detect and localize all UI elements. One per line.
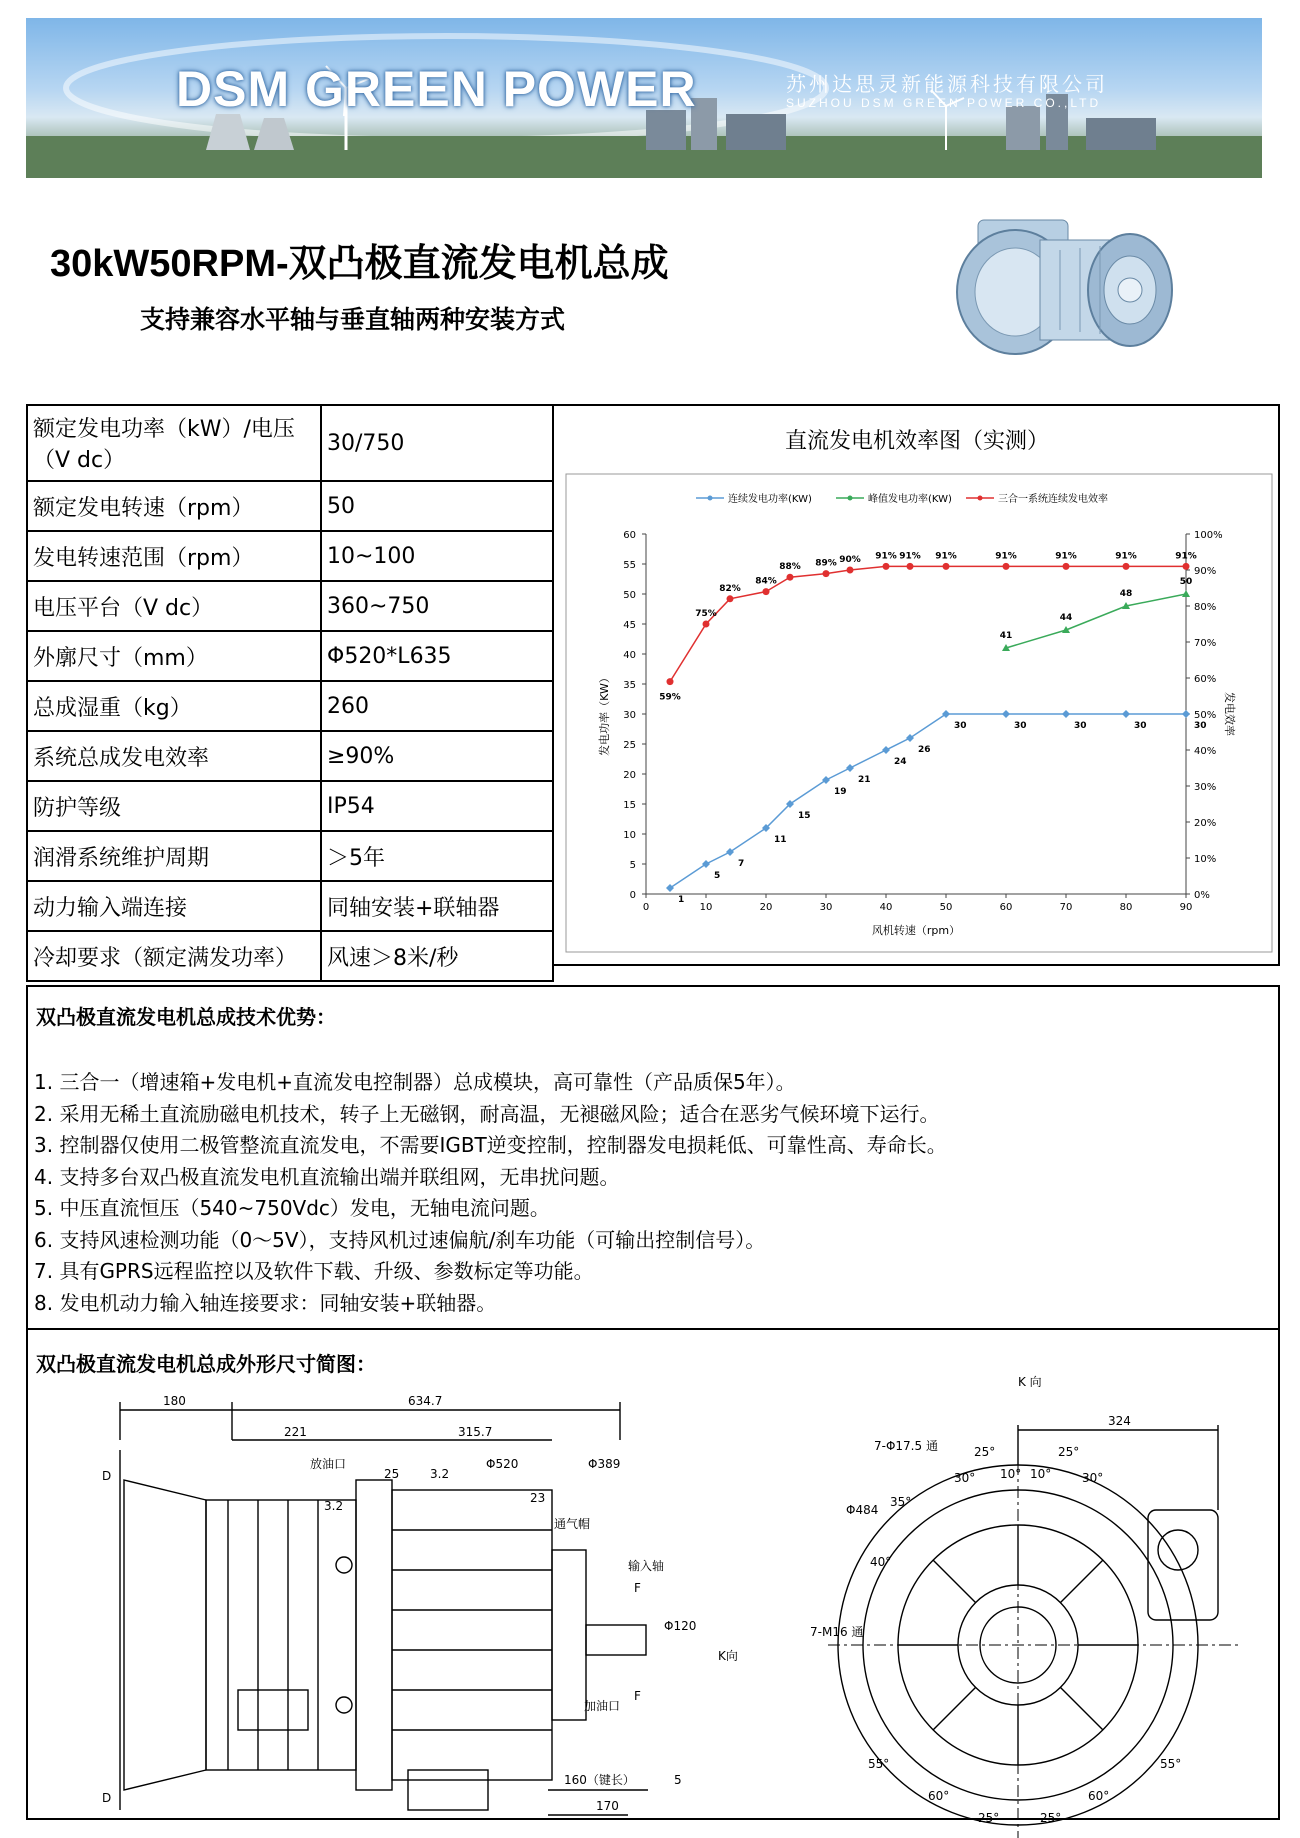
data-label: 44 — [1059, 613, 1073, 623]
dimension-drawing-section — [26, 1330, 1280, 1825]
chart-panel-title: 直流发电机效率图（实测） — [784, 429, 1049, 454]
label-k-direction: K向 — [718, 1649, 738, 1663]
x-tick-label: 80 — [1119, 902, 1133, 913]
advantage-item: 5. 中压直流恒压（540~750Vdc）发电，无轴电流问题。 — [34, 1196, 550, 1220]
data-label: 91% — [899, 551, 921, 562]
spec-value: 30/750 — [321, 405, 553, 481]
data-label: 91% — [875, 551, 897, 562]
spec-row — [27, 731, 553, 781]
data-label: 75% — [695, 609, 717, 619]
legend-marker — [708, 496, 713, 501]
spec-value: 50 — [321, 481, 553, 531]
dim-180: 180 — [163, 1394, 186, 1408]
section-d-bottom: D — [102, 1791, 112, 1805]
spec-table — [26, 404, 554, 982]
spec-value: IP54 — [321, 781, 553, 831]
advantage-item: 3. 控制器仅使用二极管整流直流发电，不需要IGBT逆变控制，控制器发电损耗低、可靠性高、寿命长。 — [34, 1133, 947, 1157]
efficiency-chart — [566, 474, 1274, 954]
advantages-section — [26, 985, 1280, 1330]
dim-25: 25 — [384, 1467, 400, 1481]
data-label: 91% — [1055, 551, 1077, 562]
data-label: 26 — [918, 745, 931, 755]
y-tick-label: 60 — [623, 530, 636, 541]
data-label: 91% — [935, 551, 957, 562]
header-banner — [26, 18, 1262, 178]
y-tick-label: 55 — [623, 560, 636, 571]
spec-row — [27, 931, 553, 981]
y-tick-label: 0 — [629, 890, 636, 901]
x-tick-label: 30 — [819, 902, 833, 913]
data-label: 24 — [894, 757, 907, 767]
spec-row — [27, 405, 553, 481]
spec-label: 润滑系统维护周期 — [27, 831, 321, 881]
advantage-item: 1. 三合一（增速箱+发电机+直流发电控制器）总成模块，高可靠性（产品质保5年）。 — [34, 1070, 796, 1094]
data-label: 1 — [678, 895, 685, 905]
y-tick-label: 50 — [623, 590, 636, 601]
y-tick-label: 40 — [623, 650, 636, 661]
data-label: 5 — [714, 871, 721, 881]
angle-30a: 30° — [954, 1471, 976, 1485]
spec-label: 防护等级 — [27, 781, 321, 831]
dim-315: 315.7 — [458, 1425, 493, 1439]
dim-324: 324 — [1108, 1414, 1131, 1428]
y2-tick-label: 20% — [1194, 818, 1217, 829]
dim-170: 170 — [596, 1799, 619, 1813]
side-view-labels — [102, 1394, 738, 1813]
y-tick-label: 5 — [629, 860, 636, 871]
data-label: 88% — [779, 562, 801, 573]
y-tick-label: 30 — [623, 710, 636, 721]
x-tick-label: 40 — [879, 902, 893, 913]
spec-row — [27, 531, 553, 581]
spec-row — [27, 881, 553, 931]
dimension-drawing — [28, 1370, 1278, 1825]
data-point — [727, 595, 734, 602]
brand-name: DSM GREEN POWER — [176, 61, 697, 117]
data-point — [703, 621, 710, 628]
spec-label: 总成湿重（kg） — [27, 681, 321, 731]
data-label: 41 — [999, 631, 1013, 641]
dim-phi484: Φ484 — [846, 1503, 879, 1517]
dim-5: 5 — [674, 1773, 682, 1787]
advantages-list — [34, 1067, 947, 1319]
y-tick-label: 15 — [623, 800, 636, 811]
drawing-heading: 双凸极直流发电机总成外形尺寸简图： — [36, 1352, 376, 1376]
y2-tick-label: 0% — [1194, 890, 1210, 901]
spec-row — [27, 481, 553, 531]
y2-tick-label: 60% — [1194, 674, 1217, 685]
spec-label: 额定发电功率（kW）/电压（V dc） — [27, 405, 321, 481]
data-label: 15 — [798, 811, 811, 821]
data-point — [1063, 563, 1070, 570]
angle-40: 40° — [870, 1555, 892, 1569]
label-input-shaft: 输入轴 — [628, 1559, 665, 1573]
spec-label: 外廓尺寸（mm） — [27, 631, 321, 681]
spec-label: 额定发电转速（rpm） — [27, 481, 321, 531]
data-label: 59% — [659, 692, 681, 703]
data-label: 48 — [1119, 589, 1133, 599]
y2-tick-label: 80% — [1194, 602, 1217, 613]
side-view — [120, 1402, 648, 1815]
x-axis-label: 风机转速（rpm） — [871, 924, 961, 937]
spec-row — [27, 581, 553, 631]
x-tick-label: 60 — [999, 902, 1013, 913]
spec-row — [27, 831, 553, 881]
product-subtitle: 支持兼容水平轴与垂直轴两种安装方式 — [140, 305, 566, 334]
data-label: 30 — [954, 721, 967, 731]
angle-25c: 25° — [978, 1811, 1000, 1825]
data-point — [823, 570, 830, 577]
y-tick-label: 20 — [623, 770, 636, 781]
dim-634: 634.7 — [408, 1394, 443, 1408]
angle-35: 35° — [890, 1495, 912, 1509]
data-label: 89% — [815, 558, 837, 569]
angle-25a: 25° — [974, 1445, 996, 1459]
dim-23: 23 — [530, 1491, 546, 1505]
label-oil-drain: 放油口 — [310, 1457, 347, 1471]
y-axis-label: 发电功率（KW） — [598, 672, 611, 756]
data-label: 82% — [719, 583, 741, 594]
spec-value: 风速＞8米/秒 — [321, 931, 553, 981]
angle-60a: 60° — [928, 1789, 950, 1803]
data-label: 30 — [1074, 721, 1087, 731]
angle-55b: 55° — [1160, 1757, 1182, 1771]
data-label: 84% — [755, 576, 777, 587]
roughness-32: 3.2 — [430, 1467, 450, 1481]
spec-value: ＞5年 — [321, 831, 553, 881]
k-view — [828, 1425, 1238, 1838]
spec-value: 360~750 — [321, 581, 553, 631]
legend-marker — [978, 496, 983, 501]
angle-25b: 25° — [1058, 1445, 1080, 1459]
legend-entry: 三合一系统连续发电效率 — [998, 494, 1108, 505]
dim-221: 221 — [284, 1425, 307, 1439]
data-point — [847, 567, 854, 574]
spec-value: 同轴安装+联轴器 — [321, 881, 553, 931]
advantage-item: 4. 支持多台双凸极直流发电机直流输出端并联组网，无串扰问题。 — [34, 1164, 620, 1189]
data-label: 30 — [1014, 721, 1027, 731]
data-point — [667, 678, 674, 685]
y-tick-label: 25 — [623, 740, 636, 751]
label-k-view: K 向 — [1018, 1375, 1042, 1389]
advantage-item: 6. 支持风速检测功能（0～5V），支持风机过速偏航/刹车功能（可输出控制信号）。 — [34, 1227, 766, 1252]
data-label: 7 — [738, 859, 745, 869]
data-point — [763, 588, 770, 595]
data-point — [883, 563, 890, 570]
data-label: 90% — [839, 555, 861, 565]
section-d-top: D — [102, 1469, 112, 1483]
x-tick-label: 10 — [699, 902, 713, 913]
angle-10a: 10° — [1000, 1467, 1022, 1481]
data-label: 21 — [858, 775, 871, 785]
x-tick-label: 50 — [939, 902, 953, 913]
y2-axis-label: 发电效率 — [1223, 692, 1236, 736]
legend-entry: 连续发电功率(KW) — [728, 494, 812, 505]
y2-tick-label: 50% — [1194, 710, 1217, 721]
spec-label: 冷却要求（额定满发功率） — [27, 931, 321, 981]
spec-value: 260 — [321, 681, 553, 731]
y-tick-label: 10 — [623, 830, 636, 841]
generator-product-image — [940, 200, 1200, 360]
product-title: 30kW50RPM-双凸极直流发电机总成 — [50, 243, 669, 285]
label-holes: 7-Φ17.5 通 — [874, 1439, 938, 1453]
spec-row — [27, 781, 553, 831]
advantage-item: 8. 发电机动力输入轴连接要求：同轴安装+联轴器。 — [34, 1290, 497, 1315]
data-point — [1003, 563, 1010, 570]
data-point — [1183, 563, 1190, 570]
data-label: 19 — [834, 787, 847, 797]
data-point — [907, 563, 914, 570]
section-f-bottom: F — [634, 1689, 641, 1703]
company-name-cn: 苏州达思灵新能源科技有限公司 — [786, 72, 1108, 96]
data-point — [943, 563, 950, 570]
spec-value: 10~100 — [321, 531, 553, 581]
angle-25d: 25° — [1040, 1811, 1062, 1825]
angle-55a: 55° — [868, 1757, 890, 1771]
dim-phi120: Φ120 — [664, 1619, 697, 1633]
x-tick-label: 20 — [759, 902, 773, 913]
data-label: 11 — [774, 835, 787, 845]
data-point — [787, 574, 794, 581]
dim-phi389: Φ389 — [588, 1457, 621, 1471]
y2-tick-label: 90% — [1194, 566, 1217, 577]
label-m16: 7-M16 通 — [810, 1625, 864, 1639]
x-tick-label: 90 — [1179, 902, 1193, 913]
y2-tick-label: 100% — [1194, 530, 1223, 541]
spec-label: 发电转速范围（rpm） — [27, 531, 321, 581]
label-oil-fill: 加油口 — [584, 1699, 621, 1713]
label-breather: 通气帽 — [554, 1517, 591, 1531]
y2-tick-label: 40% — [1194, 746, 1217, 757]
advantage-item: 7. 具有GPRS远程监控以及软件下载、升级、参数标定等功能。 — [34, 1259, 594, 1283]
y2-tick-label: 10% — [1194, 854, 1217, 865]
chart-frame — [566, 474, 1272, 952]
x-tick-label: 70 — [1059, 902, 1073, 913]
roughness-32b: 3.2 — [324, 1499, 344, 1513]
data-point — [1123, 563, 1130, 570]
data-label: 91% — [1175, 551, 1197, 562]
spec-row — [27, 631, 553, 681]
data-label: 30 — [1134, 721, 1147, 731]
y2-tick-label: 70% — [1194, 638, 1217, 649]
y-tick-label: 45 — [623, 620, 636, 631]
x-tick-label: 0 — [642, 902, 650, 913]
data-label: 30 — [1194, 721, 1207, 731]
angle-10b: 10° — [1030, 1467, 1052, 1481]
company-name-en: SUZHOU DSM GREEN POWER CO.,LTD — [786, 96, 1102, 110]
spec-value: Φ520*L635 — [321, 631, 553, 681]
y2-tick-label: 30% — [1194, 782, 1217, 793]
spec-label: 动力输入端连接 — [27, 881, 321, 931]
advantage-item: 2. 采用无稀土直流励磁电机技术，转子上无磁钢，耐高温，无褪磁风险；适合在恶劣气候环境下运行。 — [34, 1101, 940, 1126]
data-label: 50 — [1179, 577, 1193, 587]
spec-label: 系统总成发电效率 — [27, 731, 321, 781]
dim-phi520: Φ520 — [486, 1457, 519, 1471]
spec-label: 电压平台（V dc） — [27, 581, 321, 631]
angle-60b: 60° — [1088, 1789, 1110, 1803]
spec-value: ≥90% — [321, 731, 553, 781]
data-label: 91% — [1115, 551, 1137, 562]
section-f-top: F — [634, 1581, 641, 1595]
legend-marker — [848, 496, 853, 501]
spec-row — [27, 681, 553, 731]
legend-entry: 峰值发电功率(KW) — [868, 494, 952, 505]
angle-30b: 30° — [1082, 1471, 1104, 1485]
advantages-heading: 双凸极直流发电机总成技术优势： — [36, 1005, 336, 1029]
dim-160: 160（键长） — [564, 1773, 635, 1787]
data-label: 91% — [995, 551, 1017, 562]
y-tick-label: 35 — [623, 680, 636, 691]
